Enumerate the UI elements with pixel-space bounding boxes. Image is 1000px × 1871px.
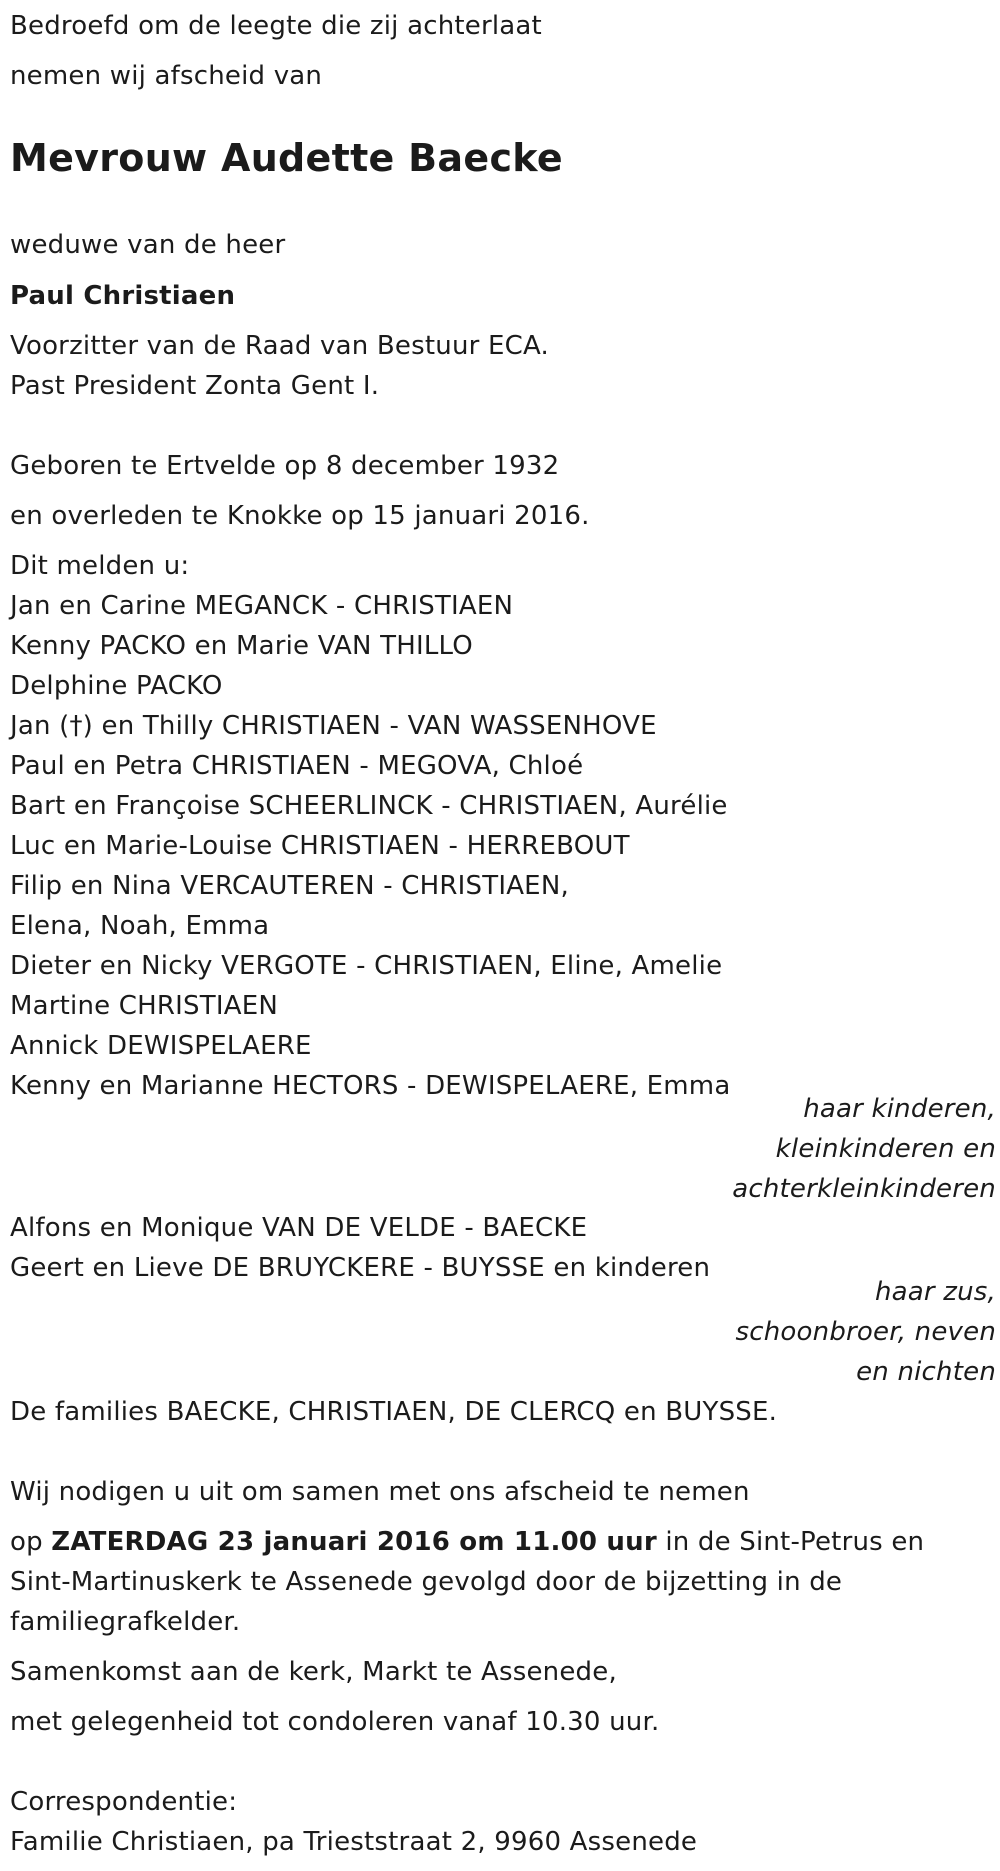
list-item: Dieter en Nicky VERGOTE - CHRISTIAEN, Eline, Amelie	[10, 951, 723, 981]
ceremony-location: in de Sint-Petrus en	[656, 1527, 925, 1557]
spouse-role-1: Voorzitter van de Raad van Bestuur ECA.	[10, 331, 549, 361]
intro-line-1: Bedroefd om de leegte die zij achterlaat	[10, 11, 542, 41]
correspondence-address: Familie Christiaen, pa Trieststraat 2, 9960 Assenede	[10, 1827, 698, 1857]
family-intro: Dit melden u:	[10, 551, 190, 581]
families-line: De families BAECKE, CHRISTIAEN, DE CLERCQ en BUYSSE.	[10, 1397, 778, 1427]
list-item: Elena, Noah, Emma	[10, 911, 270, 941]
list-item: Filip en Nina VERCAUTEREN - CHRISTIAEN,	[10, 871, 569, 901]
list-item: Paul en Petra CHRISTIAEN - MEGOVA, Chloé	[10, 751, 584, 781]
caption-line: kleinkinderen en	[775, 1134, 996, 1164]
list-item: Jan (†) en Thilly CHRISTIAEN - VAN WASSENHOVE	[10, 711, 657, 741]
invite-line: Wij nodigen u uit om samen met ons afscheid te nemen	[10, 1477, 750, 1507]
list-item: Geert en Lieve DE BRUYCKERE - BUYSSE en kinderen	[10, 1253, 711, 1283]
widow-of-label: weduwe van de heer	[10, 230, 286, 260]
list-item: Kenny PACKO en Marie VAN THILLO	[10, 631, 473, 661]
spouse-role-2: Past President Zonta Gent I.	[10, 371, 380, 401]
ceremony-date-time: ZATERDAG 23 januari 2016 om 11.00 uur	[51, 1527, 657, 1557]
list-item: Delphine PACKO	[10, 671, 223, 701]
caption-line: haar kinderen,	[803, 1094, 996, 1124]
intro-line-2: nemen wij afscheid van	[10, 61, 323, 91]
list-item: Luc en Marie-Louise CHRISTIAEN - HERREBOUT	[10, 831, 630, 861]
ceremony-line-3: familiegrafkelder.	[10, 1607, 241, 1637]
list-item: Annick DEWISPELAERE	[10, 1031, 312, 1061]
death-line: en overleden te Knokke op 15 januari 2016.	[10, 501, 590, 531]
ceremony-line-1	[10, 1522, 924, 1562]
caption-line: schoonbroer, neven	[735, 1317, 996, 1347]
ceremony-prefix: op	[10, 1527, 52, 1557]
deceased-name: Mevrouw Audette Baecke	[10, 136, 563, 180]
spouse-name: Paul Christiaen	[10, 281, 236, 311]
meeting-line: Samenkomst aan de kerk, Markt te Assenede,	[10, 1657, 617, 1687]
birth-line: Geboren te Ertvelde op 8 december 1932	[10, 451, 560, 481]
caption-line: achterkleinkinderen	[732, 1174, 996, 1204]
list-item: Bart en Françoise SCHEERLINCK - CHRISTIAEN, Aurélie	[10, 791, 728, 821]
caption-line: en nichten	[856, 1357, 996, 1387]
caption-line: haar zus,	[874, 1277, 996, 1307]
condolences-line: met gelegenheid tot condoleren vanaf 10.30 uur.	[10, 1707, 660, 1737]
ceremony-line-2: Sint-Martinuskerk te Assenede gevolgd door de bijzetting in de	[10, 1567, 843, 1597]
list-item: Alfons en Monique VAN DE VELDE - BAECKE	[10, 1213, 588, 1243]
list-item: Martine CHRISTIAEN	[10, 991, 278, 1021]
list-item: Jan en Carine MEGANCK - CHRISTIAEN	[10, 591, 514, 621]
correspondence-label: Correspondentie:	[10, 1787, 238, 1817]
list-item: Kenny en Marianne HECTORS - DEWISPELAERE, Emma	[10, 1071, 731, 1101]
